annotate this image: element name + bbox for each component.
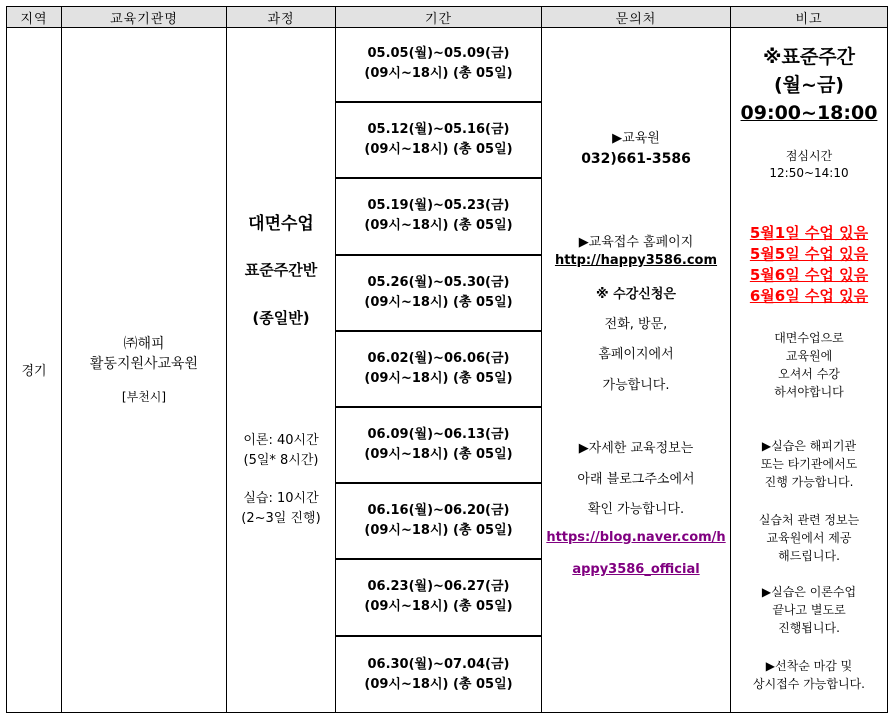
table-header	[6, 6, 888, 28]
header-period: 기간	[335, 6, 541, 28]
header-institution: 교육기관명	[61, 6, 226, 28]
period-row: 05.12(월)~05.16(금) (09시~18시) (총 05일)	[336, 103, 541, 179]
course-type: 표준주간반	[244, 261, 318, 279]
practice-note: 진행 가능합니다.	[764, 475, 854, 489]
header-region: 지역	[6, 6, 61, 28]
lunch-label: 점심시간	[785, 149, 833, 163]
class-notice: 5월1일 수업 있음	[749, 224, 869, 242]
homepage-link[interactable]: http://happy3586.com	[554, 253, 718, 268]
course-theory: 이론: 40시간	[243, 433, 319, 448]
header-contact: 문의처	[541, 6, 730, 28]
region-text: 경기	[21, 364, 47, 379]
course-title: 대면수업	[248, 214, 314, 234]
class-notice: 5월6일 수업 있음	[749, 266, 869, 284]
office-phone: 032)661-3586	[581, 151, 691, 167]
course-cell	[226, 27, 335, 713]
course-type-note: (종일반)	[252, 309, 310, 327]
region-cell	[6, 27, 61, 713]
period-row: 05.26(월)~05.30(금) (09시~18시) (총 05일)	[336, 256, 541, 332]
practice-note: 끝나고 별도로	[772, 603, 846, 617]
institution-name-2: 활동지원사교육원	[89, 356, 199, 372]
header-note: 비고	[730, 6, 888, 28]
course-theory-detail: (5일* 8시간)	[243, 453, 319, 468]
std-hours-days: (월~금)	[774, 74, 844, 96]
period-row: 05.05(월)~05.09(금) (09시~18시) (총 05일)	[336, 27, 541, 103]
note-cell	[730, 27, 888, 713]
homepage-label: ▶교육접수 홈페이지	[578, 235, 694, 250]
period-row: 06.09(월)~06.13(금) (09시~18시) (총 05일)	[336, 408, 541, 484]
class-notice: 5월5일 수업 있음	[749, 245, 869, 263]
apply-note-4: 가능합니다.	[602, 378, 670, 393]
practice-note: 또는 타기관에서도	[760, 457, 858, 471]
contact-cell	[541, 27, 730, 713]
visit-note: 하셔야합니다	[774, 385, 844, 399]
period-row: 06.30(월)~07.04(금) (09시~18시) (총 05일)	[364, 656, 513, 692]
visit-note: 오셔서 수강	[778, 367, 840, 381]
std-hours-time: 09:00~18:00	[740, 102, 878, 124]
course-practice: 실습: 10시간	[243, 491, 319, 506]
visit-note: 교육원에	[785, 349, 833, 363]
course-practice-detail: (2~3일 진행)	[241, 511, 321, 526]
visit-note: 대면수업으로	[774, 331, 844, 345]
period-row: 06.23(월)~06.27(금) (09시~18시) (총 05일)	[336, 560, 541, 636]
period-row: 06.16(월)~06.20(금) (09시~18시) (총 05일)	[336, 484, 541, 560]
first-come-note: 상시접수 가능합니다.	[753, 677, 865, 691]
first-come-note: ▶선착순 마감 및	[765, 659, 853, 673]
practice-note: 교육원에서 제공	[766, 531, 852, 545]
table-body	[6, 27, 888, 713]
class-notice: 6월6일 수업 있음	[749, 287, 869, 305]
blog-link-2[interactable]: appy3586_official	[572, 562, 700, 577]
std-hours-title: ※표준주간	[763, 46, 855, 68]
practice-note: 해드립니다.	[778, 549, 840, 563]
office-label: ▶교육원	[612, 131, 660, 146]
apply-note-2: 전화, 방문,	[604, 317, 668, 332]
blog-link-1[interactable]: https://blog.naver.com/h	[546, 530, 726, 545]
header-course: 과정	[226, 6, 335, 28]
info-note-1: ▶자세한 교육정보는	[578, 441, 694, 456]
info-note-2: 아래 블로그주소에서	[577, 472, 695, 487]
practice-note: ▶실습은 이론수업	[761, 585, 857, 599]
period-row: 05.19(월)~05.23(금) (09시~18시) (총 05일)	[336, 179, 541, 255]
practice-note: ▶실습은 해피기관	[761, 439, 857, 453]
period-cell	[335, 27, 541, 713]
apply-note-3: 홈페이지에서	[598, 347, 674, 362]
lunch-time: 12:50~14:10	[769, 166, 849, 180]
institution-city: [부천시]	[121, 390, 167, 404]
info-note-3: 확인 가능합니다.	[587, 502, 685, 517]
practice-note: 진행됩니다.	[778, 621, 840, 635]
practice-note: 실습처 관련 정보는	[758, 513, 860, 527]
period-row: 06.02(월)~06.06(금) (09시~18시) (총 05일)	[336, 332, 541, 408]
apply-note-1: ※ 수강신청은	[596, 287, 676, 302]
institution-cell	[61, 27, 226, 713]
institution-name-1: ㈜해피	[123, 336, 165, 352]
